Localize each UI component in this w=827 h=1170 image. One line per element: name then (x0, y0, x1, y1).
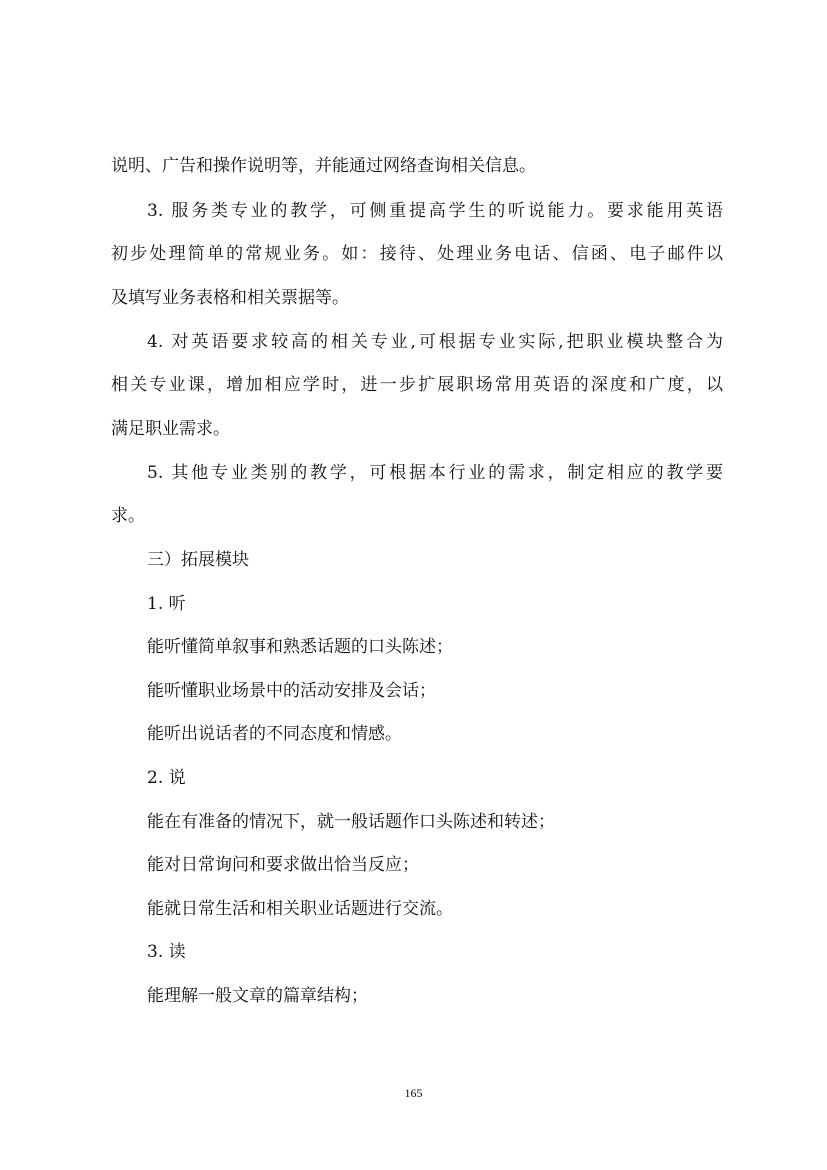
text-line: 能听出说话者的不同态度和情感。 (147, 724, 402, 744)
page-number: 165 (404, 1086, 423, 1100)
text-line: 能听懂简单叙事和熟悉话题的口头陈述； (147, 637, 453, 657)
text-line: 能听懂职业场景中的活动安排及会话； (147, 681, 436, 701)
text-line: 求。 (111, 506, 145, 526)
section-heading: 三）拓展模块 (147, 550, 249, 570)
subsection-heading: 1. 听 (147, 594, 186, 614)
text-line: 相关专业课，增加相应学时，进一步扩展职场常用英语的深度和广度，以 (111, 375, 723, 395)
text-line: 能理解一般文章的篇章结构； (147, 986, 368, 1006)
subsection-heading: 2. 说 (147, 768, 186, 788)
subsection-heading: 3. 读 (147, 942, 186, 962)
text-line: 满足职业需求。 (111, 419, 230, 439)
text-line: 能就日常生活和相关职业话题进行交流。 (147, 899, 453, 919)
text-line: 4. 对英语要求较高的相关专业,可根据专业实际,把职业模块整合为 (147, 332, 723, 352)
text-line: 说明、广告和操作说明等，并能通过网络查询相关信息。 (111, 156, 536, 176)
text-line: 及填写业务表格和相关票据等。 (111, 288, 349, 308)
text-line: 能在有准备的情况下，就一般话题作口头陈述和转述； (147, 812, 555, 832)
text-line: 3. 服务类专业的教学，可侧重提高学生的听说能力。要求能用英语 (147, 201, 723, 221)
text-line: 5. 其他专业类别的教学，可根据本行业的需求，制定相应的教学要 (147, 463, 723, 483)
text-line: 初步处理简单的常规业务。如：接待、处理业务电话、信函、电子邮件以 (111, 244, 723, 264)
text-line: 能对日常询问和要求做出恰当反应； (147, 855, 419, 875)
